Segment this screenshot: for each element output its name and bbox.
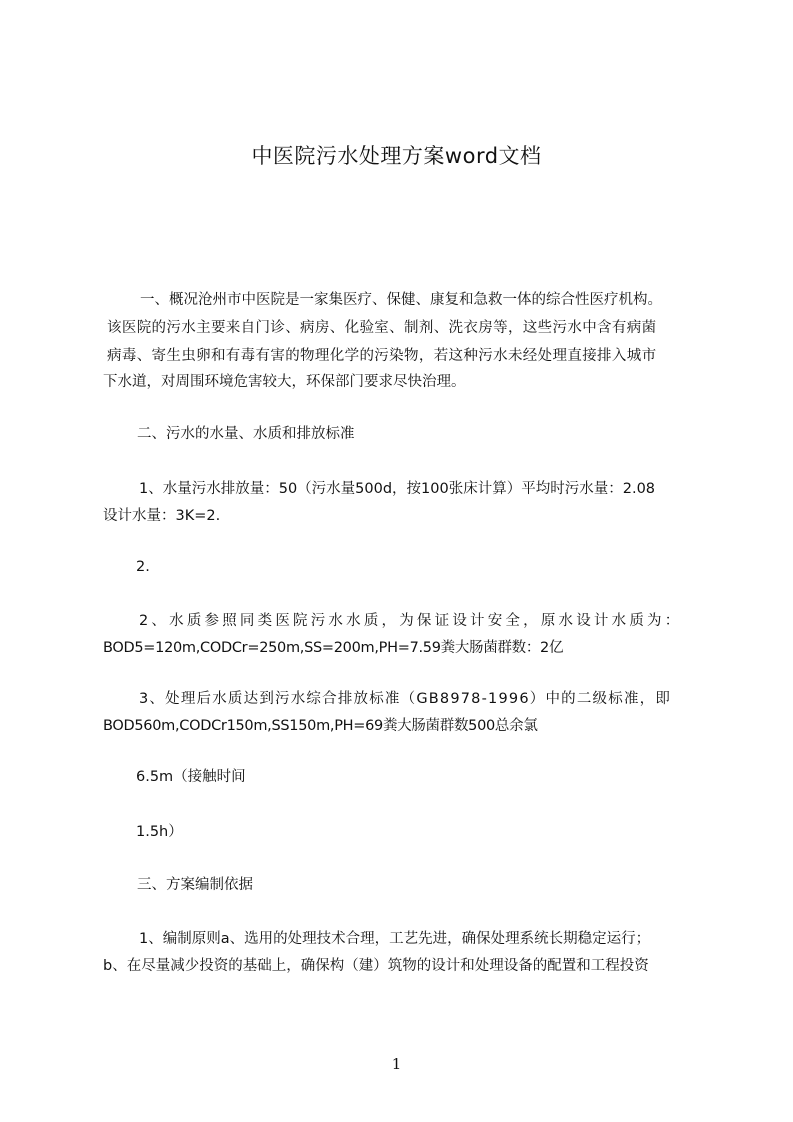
basis-1-line: b、在尽量减少投资的基础上，确保构（建）筑物的设计和处理设备的配置和工程投资 bbox=[103, 958, 649, 974]
item-1-line: 1、水量污水排放量：50（污水量500d，按100张床计算）平均时污水量：2.08 bbox=[139, 481, 656, 497]
item-3-line: 3、处理后水质达到污水综合排放标准（GB8978-1996）中的二级标准，即 bbox=[139, 691, 672, 707]
overview-line: 一、概况沧州市中医院是一家集医疗、保健、康复和急救一体的综合性医疗机构。 bbox=[140, 292, 662, 308]
overview-line: 该医院的污水主要来自门诊、病房、化验室、制剂、洗衣房等，这些污水中含有病菌 bbox=[107, 320, 657, 336]
overview-line: 病毒、寄生虫卵和有毒有害的物理化学的污染物，若这种污水未经处理直接排入城市 bbox=[107, 348, 657, 364]
item-2-line: BOD5=120m,CODCr=250m,SS=200m,PH=7.59粪大肠菌群数：2亿 bbox=[103, 640, 564, 656]
section-heading: 二、污水的水量、水质和排放标准 bbox=[137, 426, 355, 442]
page-number: 1 bbox=[391, 1055, 402, 1073]
item-1-line: 设计水量：3K=2. bbox=[103, 508, 221, 524]
item-1-continuation: 2. bbox=[136, 559, 150, 575]
item-3-line: BOD560m,CODCr150m,SS150m,PH=69粪大肠菌群数500总余氯 bbox=[103, 718, 538, 734]
item-3-continuation: 1.5h） bbox=[136, 824, 183, 840]
document-title: 中医院污水处理方案word文档 bbox=[251, 144, 542, 168]
basis-1-line: 1、编制原则a、选用的处理技术合理，工艺先进，确保处理系统长期稳定运行； bbox=[139, 931, 651, 947]
item-2-line: 2、水质参照同类医院污水水质，为保证设计安全，原水设计水质为： bbox=[139, 613, 683, 629]
overview-line: 下水道，对周围环境危害较大，环保部门要求尽快治理。 bbox=[103, 374, 466, 390]
item-3-continuation: 6.5m（接触时间 bbox=[136, 769, 246, 785]
section-heading: 三、方案编制依据 bbox=[137, 877, 253, 893]
